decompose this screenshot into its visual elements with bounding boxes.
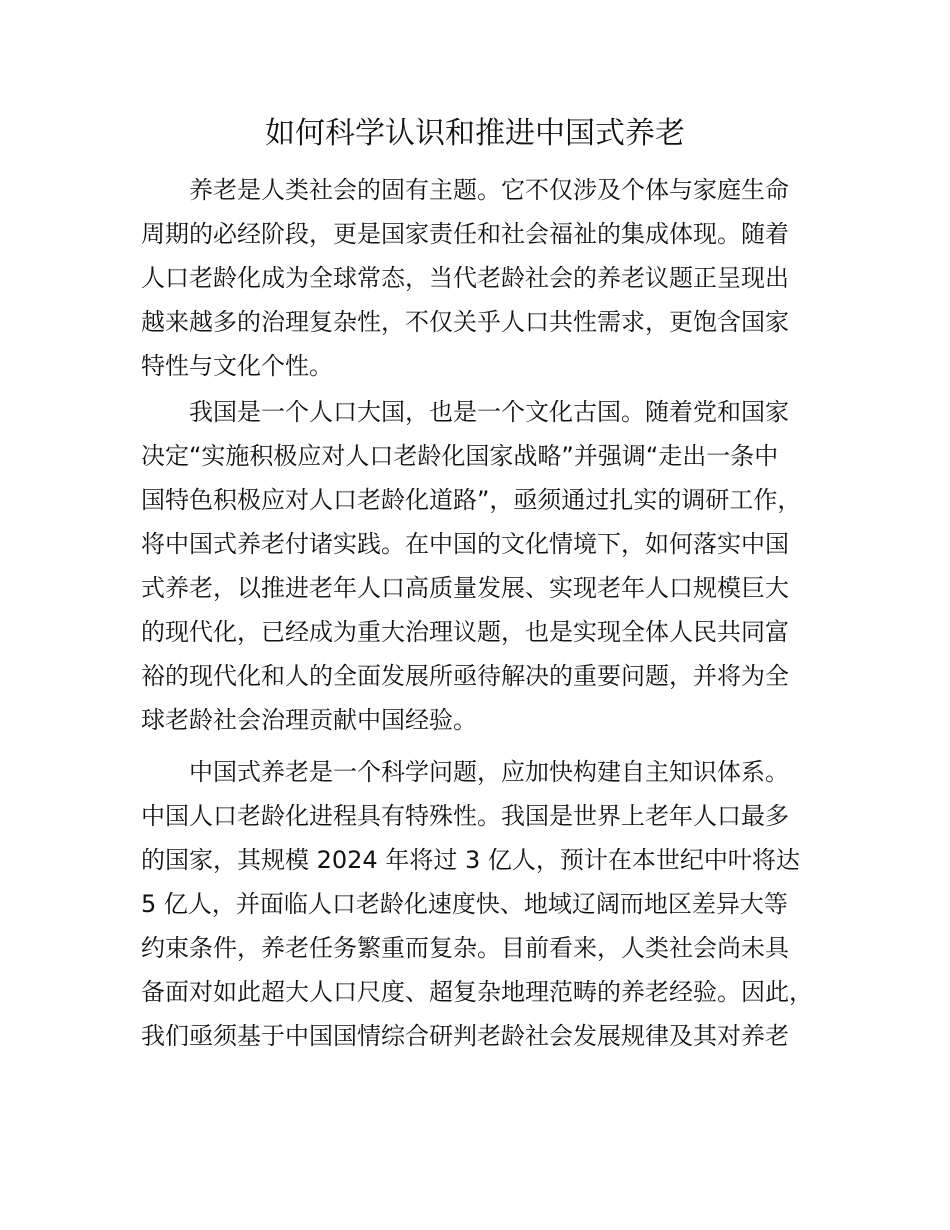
text-line: 我们亟须基于中国国情综合研判老龄社会发展规律及其对养老 — [141, 1022, 789, 1050]
paragraph-3 — [141, 750, 813, 1058]
text-line: 国特色积极应对人口老龄化道路”，亟须通过扎实的调研工作， — [141, 486, 802, 514]
text-line: 养老是人类社会的固有主题。它不仅涉及个体与家庭生命 — [189, 176, 789, 204]
text-line: 球老龄社会治理贡献中国经验。 — [141, 706, 477, 734]
text-line: 的现代化，已经成为重大治理议题，也是实现全体人民共同富 — [141, 618, 789, 646]
paragraph-1 — [141, 168, 813, 388]
document-title: 如何科学认识和推进中国式养老 — [265, 116, 685, 151]
text-line: 5 亿人，并面临人口老龄化速度快、地域辽阔而地区差异大等 — [141, 890, 788, 918]
text-line: 周期的必经阶段，更是国家责任和社会福祉的集成体现。随着 — [141, 220, 789, 248]
text-line: 决定“实施积极应对人口老龄化国家战略”并强调“走出一条中 — [141, 442, 779, 470]
text-line: 的国家，其规模 2024 年将过 3 亿人，预计在本世纪中叶将达 — [141, 846, 800, 874]
text-line: 约束条件，养老任务繁重而复杂。目前看来，人类社会尚未具 — [141, 934, 789, 962]
text-line: 中国人口老龄化进程具有特殊性。我国是世界上老年人口最多 — [141, 802, 789, 830]
paragraph-2 — [141, 390, 813, 742]
text-line: 裕的现代化和人的全面发展所亟待解决的重要问题，并将为全 — [141, 662, 789, 690]
text-line: 我国是一个人口大国，也是一个文化古国。随着党和国家 — [189, 398, 789, 426]
text-line: 式养老，以推进老年人口高质量发展、实现老年人口规模巨大 — [141, 574, 789, 602]
text-line: 将中国式养老付诸实践。在中国的文化情境下，如何落实中国 — [141, 530, 789, 558]
text-line: 人口老龄化成为全球常态，当代老龄社会的养老议题正呈现出 — [141, 264, 789, 292]
text-line: 备面对如此超大人口尺度、超复杂地理范畴的养老经验。因此， — [141, 978, 813, 1006]
text-line: 中国式养老是一个科学问题，应加快构建自主知识体系。 — [189, 758, 789, 786]
text-line: 越来越多的治理复杂性，不仅关乎人口共性需求，更饱含国家 — [141, 308, 789, 336]
text-line: 特性与文化个性。 — [141, 352, 333, 380]
